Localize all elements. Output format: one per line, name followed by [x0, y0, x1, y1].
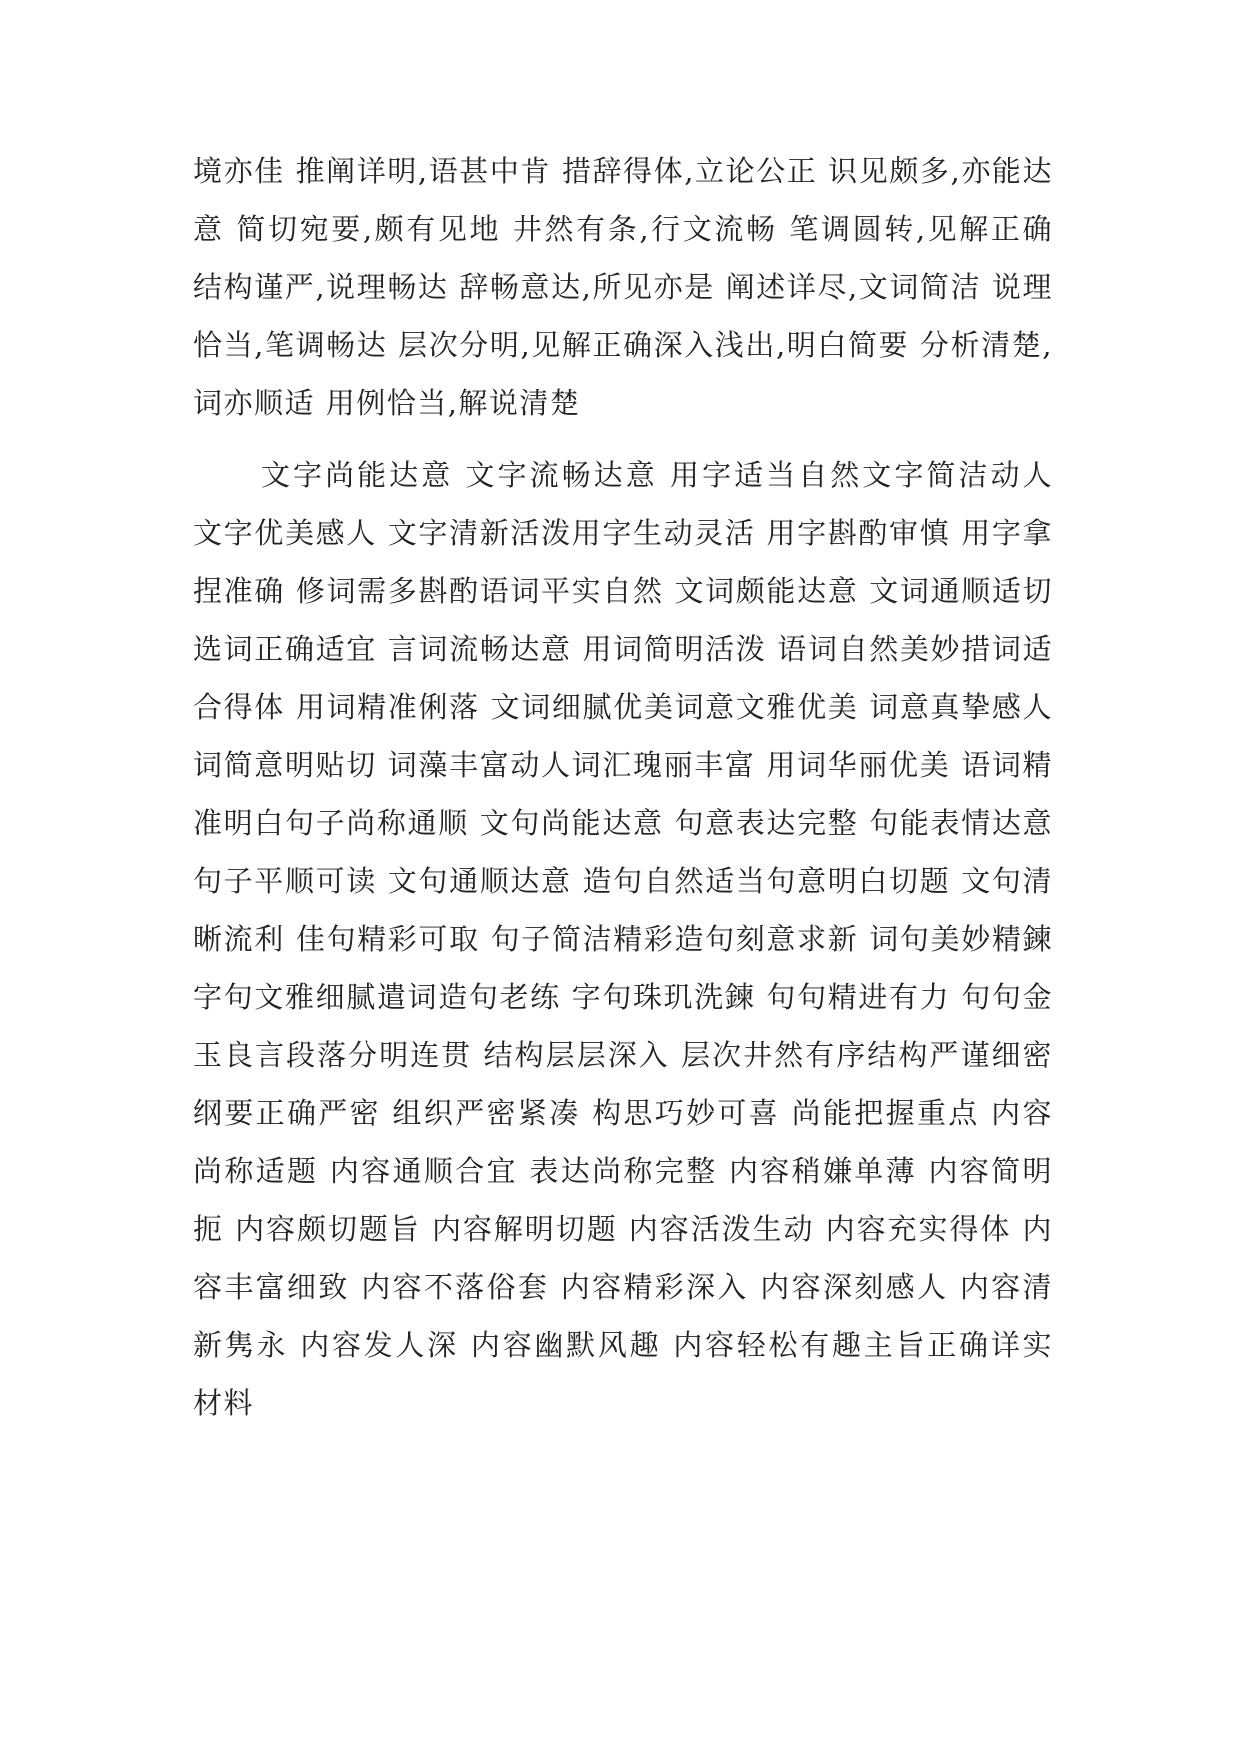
document-page: [193, 142, 1064, 1432]
paragraph-1: 境亦佳 推阐详明,语甚中肯 措辞得体,立论公正 识见颇多,亦能达意 简切宛要,颇有见地 井然有条,行文流畅 笔调圆转,见解正确 结构谨严,说理畅达 辞畅意达,所见亦是 阐述详尽,文词简洁 说理恰当,笔调畅达 层次分明,见解正确深入浅出,明白简要 分析清楚,词亦顺适 用例恰当,解说清楚: [193, 154, 1064, 420]
paragraph-2: 文字尚能达意 文字流畅达意 用字适当自然文字简洁动人 文字优美感人 文字清新活泼用字生动灵活 用字斟酌审慎 用字拿捏准确 修词需多斟酌语词平实自然 文词颇能达意 文词通顺适切选词正确适宜 言词流畅达意 用词简明活泼 语词自然美妙措词适合得体 用词精准俐落 文词细腻优美词意文雅优美 词意真挚感人 词简意明贴切 词藻丰富动人词汇瑰丽丰富 用词华丽优美 语词精准明白句子尚称通顺 文句尚能达意 句意表达完整 句能表情达意句子平顺可读 文句通顺达意 造句自然适当句意明白切题 文句清晰流利 佳句精彩可取 句子简洁精彩造句刻意求新 词句美妙精鍊 字句文雅细腻遣词造句老练 字句珠玑洗鍊 句句精进有力 句句金玉良言段落分明连贯 结构层层深入 层次井然有序结构严谨细密 纲要正确严密 组织严密紧凑 构思巧妙可喜 尚能把握重点 内容尚称适题 内容通顺合宜 表达尚称完整 内容稍嫌单薄 内容简明扼 内容颇切题旨 内容解明切题 内容活泼生动 内容充实得体 内容丰富细致 内容不落俗套 内容精彩深入 内容深刻感人 内容清新隽永 内容发人深 内容幽默风趣 内容轻松有趣主旨正确详实 材料: [193, 458, 1064, 1420]
